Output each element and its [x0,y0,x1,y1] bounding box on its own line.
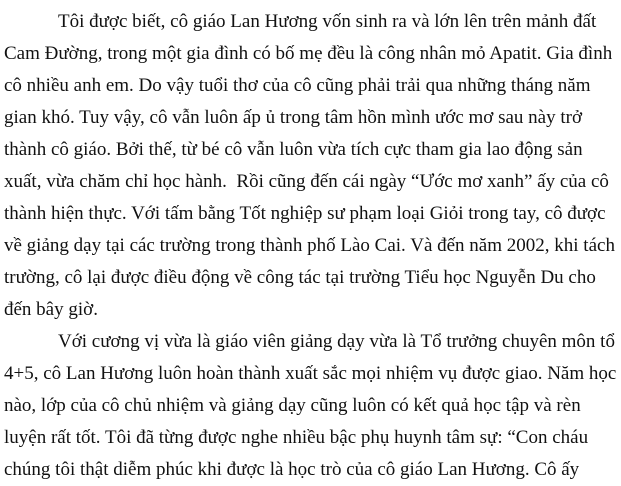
text-line: cô nhiều anh em. Do vậy tuổi thơ của cô cũng phải trải qua những tháng năm [4,75,591,96]
text-line: thành cô giáo. Bởi thế, từ bé cô vẫn luôn vừa tích cực tham gia lao động sản [4,139,583,160]
text-line: gian khó. Tuy vậy, cô vẫn luôn ấp ủ trong tâm hồn mình ước mơ sau này trở [4,107,583,128]
text-line: xuất, vừa chăm chỉ học hành. Rồi cũng đến cái ngày “Ước mơ xanh” ấy của cô [4,171,609,192]
text-line: về giảng dạy tại các trường trong thành phố Lào Cai. Và đến năm 2002, khi tách [4,235,615,256]
text-line: nào, lớp của cô chủ nhiệm và giảng dạy cũng luôn có kết quả học tập và rèn [4,395,581,416]
text-line: Tôi được biết, cô giáo Lan Hương vốn sinh ra và lớn lên trên mảnh đất [58,11,597,32]
text-line: luyện rất tốt. Tôi đã từng được nghe nhiều bậc phụ huynh tâm sự: “Con cháu [4,427,589,448]
text-line: chúng tôi thật diễm phúc khi được là học trò của cô giáo Lan Hương. Cô ấy [4,459,580,480]
text-line: Cam Đường, trong một gia đình có bố mẹ đều là công nhân mỏ Apatit. Gia đình [4,43,613,64]
text-line: trường, cô lại được điều động về công tác tại trường Tiểu học Nguyễn Du cho [4,267,596,288]
text-line: 4+5, cô Lan Hương luôn hoàn thành xuất sắc mọi nhiệm vụ được giao. Năm học [4,363,617,384]
text-line: đến bây giờ. [4,299,98,320]
text-line: Với cương vị vừa là giáo viên giảng dạy vừa là Tổ trưởng chuyên môn tổ [58,331,615,352]
text-line: thành hiện thực. Với tấm bằng Tốt nghiệp sư phạm loại Giỏi trong tay, cô được [4,203,606,224]
